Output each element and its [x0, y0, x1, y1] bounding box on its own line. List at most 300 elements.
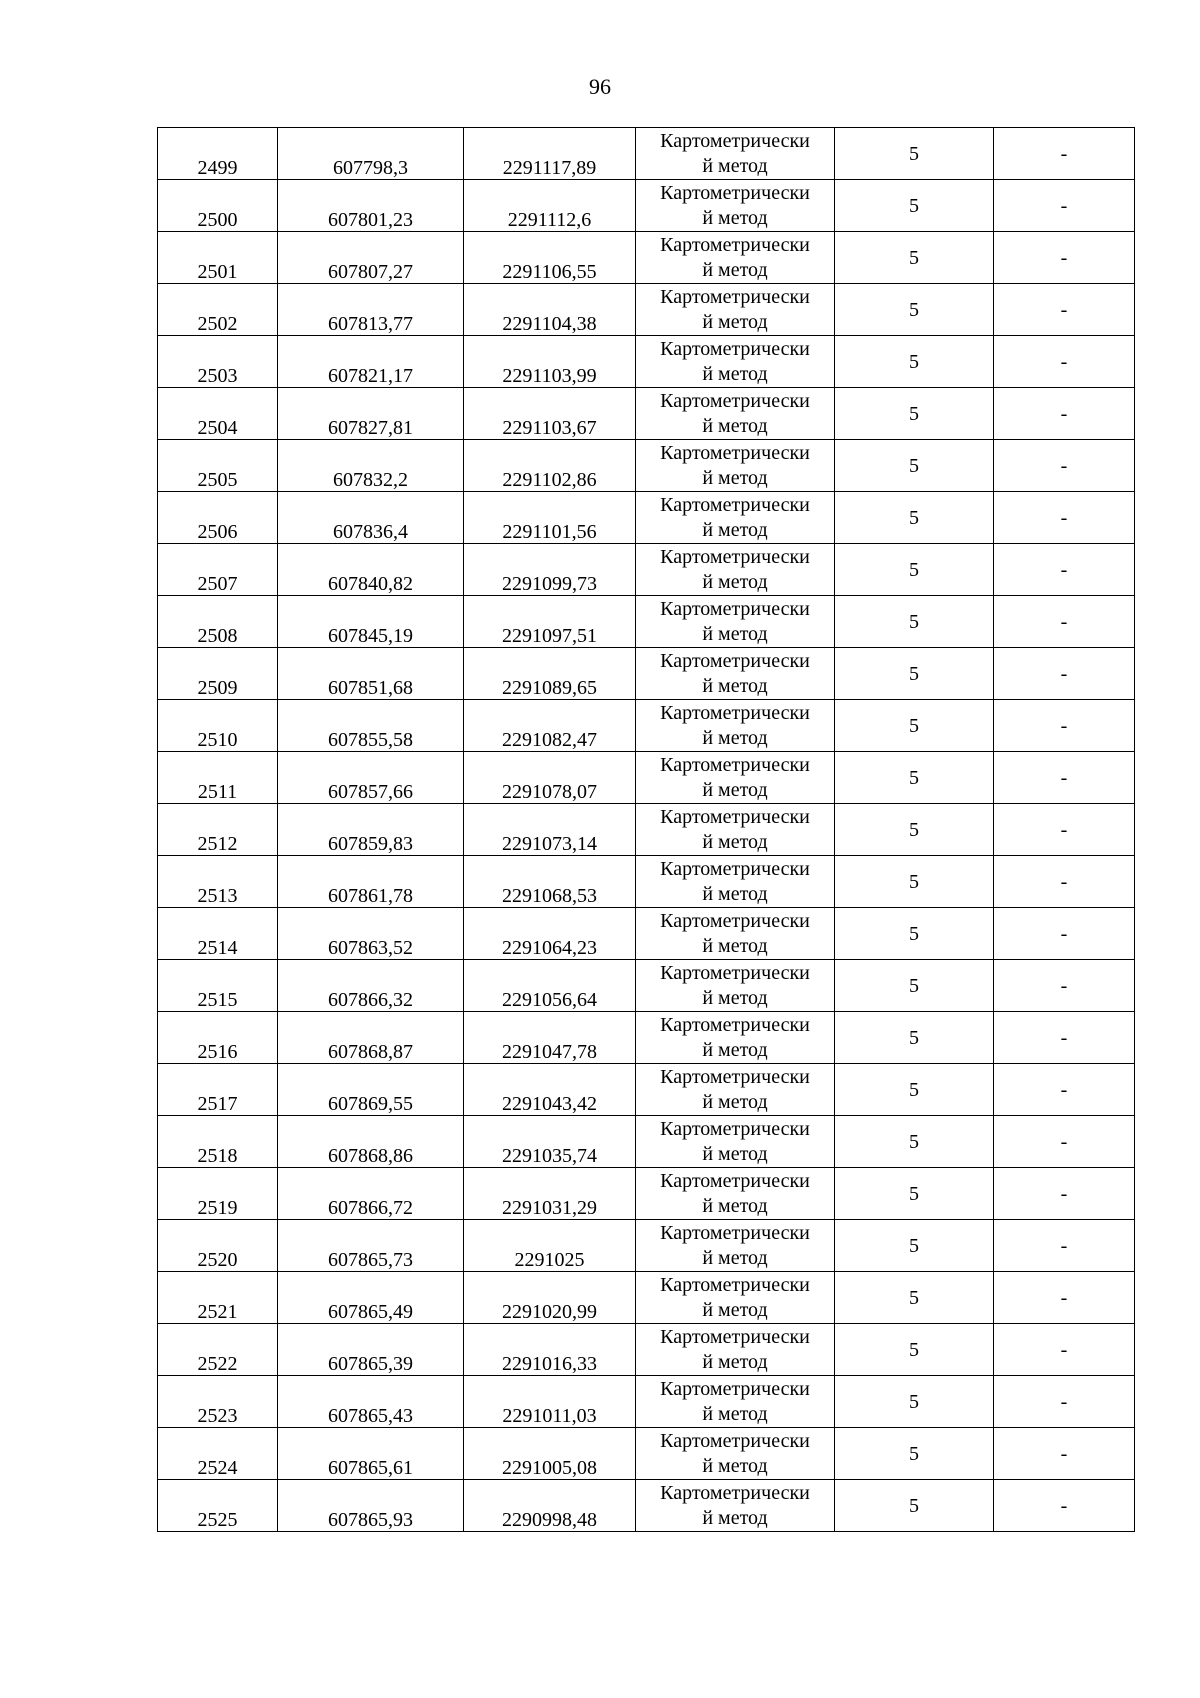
- method-line-1: Картометрически: [660, 909, 810, 932]
- coord-y-cell: [464, 544, 636, 596]
- point-number-cell-text: 2500: [197, 209, 238, 231]
- coord-y-cell-text: 2291102,86: [502, 469, 597, 491]
- method-cell: [636, 544, 835, 596]
- point-number-cell-text: 2510: [197, 729, 238, 751]
- method-cell: [636, 1168, 835, 1220]
- table-row: [158, 752, 1135, 804]
- table-row: [158, 1116, 1135, 1168]
- point-number-cell: [158, 1012, 278, 1064]
- coord-x-cell: [278, 1220, 464, 1272]
- description-cell: -: [994, 1324, 1135, 1376]
- coord-x-cell: [278, 1168, 464, 1220]
- table-row: [158, 1272, 1135, 1324]
- coord-x-cell: [278, 908, 464, 960]
- coord-y-cell: [464, 1168, 636, 1220]
- coord-x-cell-text: 607866,32: [328, 989, 413, 1011]
- method-cell: [636, 804, 835, 856]
- table-row: [158, 1324, 1135, 1376]
- coord-x-cell: [278, 1064, 464, 1116]
- coord-x-cell: [278, 856, 464, 908]
- method-line-1: Картометрически: [660, 753, 810, 776]
- method-line-1: Картометрически: [660, 857, 810, 880]
- description-cell: -: [994, 1064, 1135, 1116]
- coord-x-cell-text: 607813,77: [328, 313, 413, 335]
- accuracy-cell: 5: [835, 804, 994, 856]
- method-line-2: й метод: [702, 1090, 768, 1113]
- coord-y-cell: [464, 1116, 636, 1168]
- coord-x-cell: [278, 1480, 464, 1532]
- method-cell: [636, 1064, 835, 1116]
- table-row: [158, 700, 1135, 752]
- coord-y-cell: [464, 1376, 636, 1428]
- method-line-1: Картометрически: [660, 181, 810, 204]
- point-number-cell-text: 2522: [197, 1353, 238, 1375]
- coord-y-cell-text: 2291064,23: [502, 937, 597, 959]
- point-number-cell-text: 2506: [197, 521, 238, 543]
- point-number-cell: [158, 1168, 278, 1220]
- description-cell: -: [994, 1272, 1135, 1324]
- coord-x-cell-text: 607821,17: [328, 365, 413, 387]
- coord-x-cell-text: 607868,86: [328, 1145, 413, 1167]
- coord-y-cell: [464, 1012, 636, 1064]
- coord-y-cell-text: 2291025: [514, 1249, 585, 1271]
- method-cell: [636, 1428, 835, 1480]
- accuracy-cell: 5: [835, 648, 994, 700]
- method-line-2: й метод: [702, 1142, 768, 1165]
- coord-y-cell-text: 2291005,08: [502, 1457, 597, 1479]
- description-cell: -: [994, 128, 1135, 180]
- point-number-cell-text: 2516: [197, 1041, 238, 1063]
- coord-y-cell-text: 2291103,99: [502, 365, 597, 387]
- point-number-cell-text: 2509: [197, 677, 238, 699]
- accuracy-cell: 5: [835, 700, 994, 752]
- coord-y-cell: [464, 180, 636, 232]
- method-line-2: й метод: [702, 518, 768, 541]
- point-number-cell: [158, 1428, 278, 1480]
- point-number-cell: [158, 648, 278, 700]
- method-cell: [636, 856, 835, 908]
- method-line-1: Картометрически: [660, 1221, 810, 1244]
- coord-y-cell-text: 2291099,73: [502, 573, 597, 595]
- coord-y-cell: [464, 128, 636, 180]
- method-line-1: Картометрически: [660, 1013, 810, 1036]
- coord-y-cell-text: 2291068,53: [502, 885, 597, 907]
- coord-x-cell-text: 607861,78: [328, 885, 413, 907]
- description-cell: -: [994, 388, 1135, 440]
- accuracy-cell: 5: [835, 1428, 994, 1480]
- coord-y-cell-text: 2290998,48: [502, 1509, 597, 1531]
- point-number-cell-text: 2514: [197, 937, 238, 959]
- coord-y-cell: [464, 908, 636, 960]
- coord-x-cell-text: 607851,68: [328, 677, 413, 699]
- method-line-1: Картометрически: [660, 233, 810, 256]
- coord-x-cell: [278, 1012, 464, 1064]
- method-cell: [636, 180, 835, 232]
- description-cell: -: [994, 1012, 1135, 1064]
- method-cell: [636, 596, 835, 648]
- method-cell: [636, 1324, 835, 1376]
- coord-y-cell: [464, 336, 636, 388]
- point-number-cell-text: 2519: [197, 1197, 238, 1219]
- accuracy-cell: 5: [835, 284, 994, 336]
- coord-y-cell: [464, 1220, 636, 1272]
- coord-y-cell-text: 2291112,6: [507, 209, 592, 231]
- point-number-cell: [158, 388, 278, 440]
- point-number-cell: [158, 492, 278, 544]
- table-row: [158, 1220, 1135, 1272]
- coord-x-cell: [278, 752, 464, 804]
- table-row: [158, 1012, 1135, 1064]
- point-number-cell: [158, 544, 278, 596]
- method-cell: [636, 492, 835, 544]
- coord-x-cell: [278, 440, 464, 492]
- method-line-2: й метод: [702, 1194, 768, 1217]
- method-line-2: й метод: [702, 934, 768, 957]
- accuracy-cell: 5: [835, 180, 994, 232]
- coord-y-cell-text: 2291035,74: [502, 1145, 597, 1167]
- coord-x-cell-text: 607865,73: [328, 1249, 413, 1271]
- coord-x-cell-text: 607845,19: [328, 625, 413, 647]
- table-row: [158, 1480, 1135, 1532]
- accuracy-cell: 5: [835, 1480, 994, 1532]
- method-line-2: й метод: [702, 1038, 768, 1061]
- coord-y-cell-text: 2291016,33: [502, 1353, 597, 1375]
- description-cell: -: [994, 856, 1135, 908]
- method-line-1: Картометрически: [660, 1377, 810, 1400]
- method-line-1: Картометрически: [660, 389, 810, 412]
- coord-x-cell-text: 607859,83: [328, 833, 413, 855]
- method-line-2: й метод: [702, 310, 768, 333]
- point-number-cell: [158, 1324, 278, 1376]
- coord-y-cell: [464, 596, 636, 648]
- method-cell: [636, 1272, 835, 1324]
- method-line-2: й метод: [702, 778, 768, 801]
- description-cell: -: [994, 1168, 1135, 1220]
- coord-y-cell-text: 2291089,65: [502, 677, 597, 699]
- coord-y-cell: [464, 232, 636, 284]
- method-cell: [636, 1012, 835, 1064]
- page-number: 96: [589, 74, 611, 99]
- table-row: [158, 388, 1135, 440]
- point-number-cell-text: 2515: [197, 989, 238, 1011]
- method-line-1: Картометрически: [660, 1273, 810, 1296]
- method-line-2: й метод: [702, 206, 768, 229]
- accuracy-cell: 5: [835, 1012, 994, 1064]
- point-number-cell-text: 2508: [197, 625, 238, 647]
- coordinates-table: [157, 127, 1135, 1532]
- coord-x-cell-text: 607865,43: [328, 1405, 413, 1427]
- table-row: [158, 180, 1135, 232]
- table-row: [158, 128, 1135, 180]
- point-number-cell-text: 2507: [197, 573, 238, 595]
- coord-y-cell: [464, 752, 636, 804]
- point-number-cell: [158, 1480, 278, 1532]
- point-number-cell: [158, 1064, 278, 1116]
- method-line-1: Картометрически: [660, 1429, 810, 1452]
- method-line-2: й метод: [702, 830, 768, 853]
- description-cell: -: [994, 908, 1135, 960]
- accuracy-cell: 5: [835, 960, 994, 1012]
- coord-x-cell: [278, 1116, 464, 1168]
- description-cell: -: [994, 492, 1135, 544]
- coord-y-cell: [464, 856, 636, 908]
- accuracy-cell: 5: [835, 856, 994, 908]
- description-cell: -: [994, 700, 1135, 752]
- point-number-cell-text: 2502: [197, 313, 238, 335]
- coord-y-cell: [464, 1480, 636, 1532]
- coord-y-cell: [464, 492, 636, 544]
- point-number-cell: [158, 336, 278, 388]
- table-row: [158, 1428, 1135, 1480]
- method-cell: [636, 752, 835, 804]
- coord-x-cell: [278, 180, 464, 232]
- point-number-cell-text: 2520: [197, 1249, 238, 1271]
- method-line-1: Картометрически: [660, 441, 810, 464]
- method-line-1: Картометрически: [660, 285, 810, 308]
- point-number-cell-text: 2504: [197, 417, 238, 439]
- accuracy-cell: 5: [835, 1220, 994, 1272]
- point-number-cell: [158, 752, 278, 804]
- table-row: [158, 908, 1135, 960]
- method-line-2: й метод: [702, 1350, 768, 1373]
- coord-y-cell: [464, 284, 636, 336]
- coord-x-cell: [278, 596, 464, 648]
- point-number-cell: [158, 180, 278, 232]
- coord-x-cell-text: 607836,4: [333, 521, 408, 543]
- coord-x-cell: [278, 804, 464, 856]
- coord-y-cell: [464, 804, 636, 856]
- point-number-cell-text: 2524: [197, 1457, 238, 1479]
- point-number-cell: [158, 908, 278, 960]
- point-number-cell: [158, 700, 278, 752]
- point-number-cell: [158, 960, 278, 1012]
- coord-y-cell: [464, 1324, 636, 1376]
- method-line-1: Картометрически: [660, 1117, 810, 1140]
- method-line-2: й метод: [702, 466, 768, 489]
- method-line-1: Картометрически: [660, 545, 810, 568]
- method-line-1: Картометрически: [660, 1325, 810, 1348]
- point-number-cell-text: 2505: [197, 469, 238, 491]
- coord-y-cell-text: 2291101,56: [502, 521, 597, 543]
- accuracy-cell: 5: [835, 1376, 994, 1428]
- description-cell: -: [994, 284, 1135, 336]
- description-cell: -: [994, 960, 1135, 1012]
- accuracy-cell: 5: [835, 1116, 994, 1168]
- accuracy-cell: 5: [835, 1324, 994, 1376]
- method-line-1: Картометрически: [660, 597, 810, 620]
- method-line-1: Картометрически: [660, 1169, 810, 1192]
- accuracy-cell: 5: [835, 336, 994, 388]
- description-cell: -: [994, 596, 1135, 648]
- accuracy-cell: 5: [835, 908, 994, 960]
- coord-y-cell-text: 2291104,38: [502, 313, 597, 335]
- description-cell: -: [994, 752, 1135, 804]
- table-row: [158, 544, 1135, 596]
- coord-x-cell-text: 607857,66: [328, 781, 413, 803]
- coord-y-cell: [464, 700, 636, 752]
- point-number-cell-text: 2517: [197, 1093, 238, 1115]
- description-cell: -: [994, 1376, 1135, 1428]
- method-line-1: Картометрически: [660, 129, 810, 152]
- method-line-1: Картометрически: [660, 1481, 810, 1504]
- coord-x-cell-text: 607868,87: [328, 1041, 413, 1063]
- coord-y-cell: [464, 960, 636, 1012]
- method-cell: [636, 648, 835, 700]
- method-cell: [636, 700, 835, 752]
- method-cell: [636, 232, 835, 284]
- point-number-cell: [158, 1376, 278, 1428]
- accuracy-cell: 5: [835, 232, 994, 284]
- coord-x-cell-text: 607865,61: [328, 1457, 413, 1479]
- coord-y-cell-text: 2291106,55: [502, 261, 597, 283]
- accuracy-cell: 5: [835, 388, 994, 440]
- table-row: [158, 1064, 1135, 1116]
- coord-x-cell: [278, 232, 464, 284]
- accuracy-cell: 5: [835, 752, 994, 804]
- point-number-cell-text: 2525: [197, 1509, 238, 1531]
- accuracy-cell: 5: [835, 596, 994, 648]
- coord-y-cell-text: 2291031,29: [502, 1197, 597, 1219]
- point-number-cell: [158, 1116, 278, 1168]
- table-row: [158, 1168, 1135, 1220]
- point-number-cell-text: 2501: [197, 261, 238, 283]
- method-line-2: й метод: [702, 726, 768, 749]
- coord-x-cell-text: 607866,72: [328, 1197, 413, 1219]
- description-cell: -: [994, 336, 1135, 388]
- point-number-cell: [158, 856, 278, 908]
- coord-x-cell: [278, 336, 464, 388]
- coord-y-cell: [464, 388, 636, 440]
- coord-y-cell: [464, 1272, 636, 1324]
- coord-y-cell: [464, 440, 636, 492]
- coord-y-cell-text: 2291097,51: [502, 625, 597, 647]
- method-line-1: Картометрически: [660, 493, 810, 516]
- method-line-2: й метод: [702, 986, 768, 1009]
- point-number-cell: [158, 804, 278, 856]
- coord-y-cell-text: 2291103,67: [502, 417, 597, 439]
- method-line-1: Картометрически: [660, 805, 810, 828]
- description-cell: -: [994, 1428, 1135, 1480]
- method-line-2: й метод: [702, 1454, 768, 1477]
- coord-x-cell-text: 607807,27: [328, 261, 413, 283]
- accuracy-cell: 5: [835, 1272, 994, 1324]
- point-number-cell-text: 2513: [197, 885, 238, 907]
- coord-x-cell: [278, 284, 464, 336]
- description-cell: -: [994, 440, 1135, 492]
- coord-x-cell: [278, 1376, 464, 1428]
- table-row: [158, 440, 1135, 492]
- table-row: [158, 648, 1135, 700]
- coord-x-cell-text: 607865,93: [328, 1509, 413, 1531]
- method-cell: [636, 960, 835, 1012]
- accuracy-cell: 5: [835, 544, 994, 596]
- method-cell: [636, 388, 835, 440]
- table-row: [158, 492, 1135, 544]
- coord-x-cell: [278, 1324, 464, 1376]
- coord-y-cell: [464, 648, 636, 700]
- coord-y-cell-text: 2291056,64: [502, 989, 597, 1011]
- method-line-2: й метод: [702, 414, 768, 437]
- method-cell: [636, 1480, 835, 1532]
- point-number-cell: [158, 1272, 278, 1324]
- method-line-1: Картометрически: [660, 701, 810, 724]
- description-cell: -: [994, 648, 1135, 700]
- point-number-cell: [158, 440, 278, 492]
- point-number-cell: [158, 596, 278, 648]
- point-number-cell-text: 2523: [197, 1405, 238, 1427]
- coord-y-cell-text: 2291082,47: [502, 729, 597, 751]
- method-cell: [636, 1116, 835, 1168]
- method-cell: [636, 336, 835, 388]
- accuracy-cell: 5: [835, 1064, 994, 1116]
- coord-x-cell-text: 607855,58: [328, 729, 413, 751]
- accuracy-cell: 5: [835, 492, 994, 544]
- accuracy-cell: 5: [835, 128, 994, 180]
- coord-y-cell-text: 2291073,14: [502, 833, 597, 855]
- method-cell: [636, 908, 835, 960]
- coord-x-cell: [278, 492, 464, 544]
- description-cell: -: [994, 1116, 1135, 1168]
- table-row: [158, 232, 1135, 284]
- method-line-1: Картометрически: [660, 1065, 810, 1088]
- coord-x-cell: [278, 544, 464, 596]
- table-body: [158, 128, 1135, 1532]
- description-cell: -: [994, 180, 1135, 232]
- point-number-cell: [158, 128, 278, 180]
- coord-y-cell: [464, 1428, 636, 1480]
- method-cell: [636, 1376, 835, 1428]
- point-number-cell: [158, 1220, 278, 1272]
- table-row: [158, 804, 1135, 856]
- coord-y-cell-text: 2291047,78: [502, 1041, 597, 1063]
- coord-x-cell: [278, 1272, 464, 1324]
- coord-x-cell-text: 607801,23: [328, 209, 413, 231]
- coord-y-cell-text: 2291117,89: [502, 157, 597, 179]
- coord-y-cell-text: 2291078,07: [502, 781, 597, 803]
- description-cell: -: [994, 232, 1135, 284]
- method-line-2: й метод: [702, 1246, 768, 1269]
- description-cell: -: [994, 544, 1135, 596]
- coord-x-cell: [278, 700, 464, 752]
- method-cell: [636, 128, 835, 180]
- method-line-2: й метод: [702, 570, 768, 593]
- method-cell: [636, 440, 835, 492]
- coord-x-cell: [278, 960, 464, 1012]
- coord-x-cell: [278, 1428, 464, 1480]
- description-cell: -: [994, 1220, 1135, 1272]
- coord-y-cell-text: 2291043,42: [502, 1093, 597, 1115]
- coord-y-cell-text: 2291011,03: [502, 1405, 597, 1427]
- point-number-cell-text: 2503: [197, 365, 238, 387]
- point-number-cell: [158, 284, 278, 336]
- method-line-2: й метод: [702, 1402, 768, 1425]
- method-line-1: Картометрически: [660, 337, 810, 360]
- coord-x-cell-text: 607832,2: [333, 469, 408, 491]
- table-row: [158, 284, 1135, 336]
- coord-x-cell-text: 607869,55: [328, 1093, 413, 1115]
- accuracy-cell: 5: [835, 440, 994, 492]
- method-line-2: й метод: [702, 1506, 768, 1529]
- coord-x-cell: [278, 648, 464, 700]
- method-line-2: й метод: [702, 674, 768, 697]
- method-cell: [636, 284, 835, 336]
- coord-y-cell-text: 2291020,99: [502, 1301, 597, 1323]
- table-row: [158, 856, 1135, 908]
- method-cell: [636, 1220, 835, 1272]
- coord-y-cell: [464, 1064, 636, 1116]
- coord-x-cell-text: 607865,49: [328, 1301, 413, 1323]
- point-number-cell: [158, 232, 278, 284]
